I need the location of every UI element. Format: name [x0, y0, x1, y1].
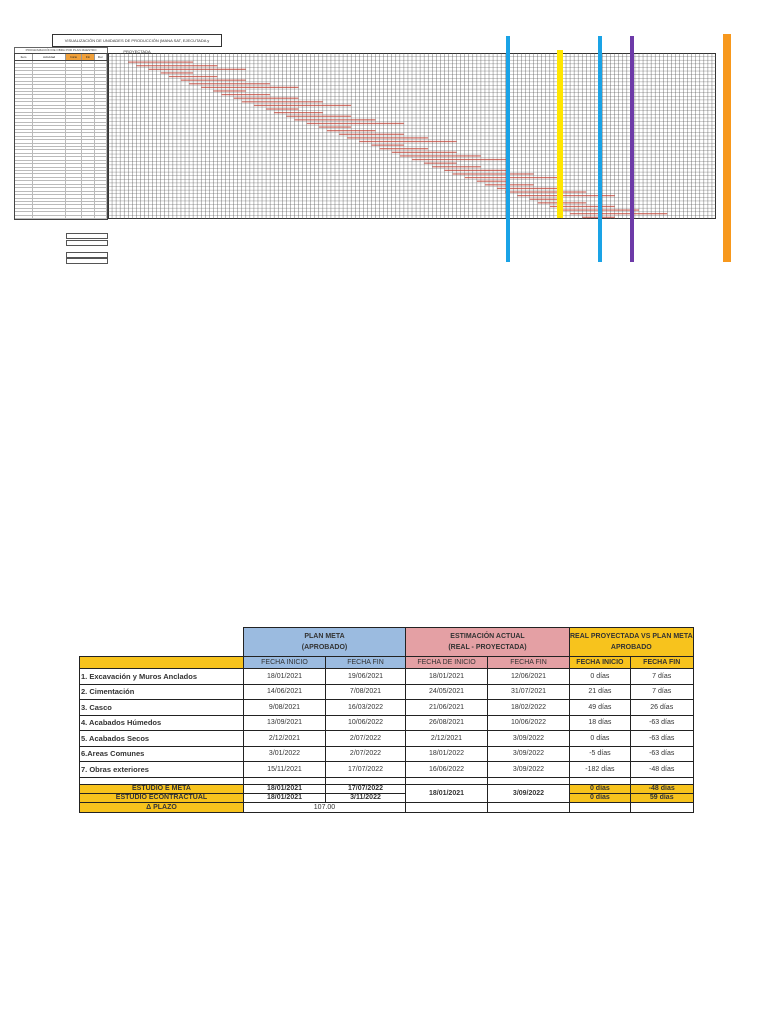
phase-plan-end: 7/08/2021: [326, 684, 406, 700]
phase-label: 3. Casco: [80, 700, 244, 716]
phase-diff-start: 21 días: [570, 684, 631, 700]
gantt-activity-bar: [234, 98, 299, 99]
milestone-line-3: [630, 36, 634, 262]
gantt-activity-bar: [213, 90, 245, 91]
summary-diff-end: 59 días: [630, 793, 693, 802]
phase-plan-end: 10/06/2022: [326, 715, 406, 731]
gantt-activity-bar: [477, 181, 509, 182]
gantt-activity-bar: [274, 112, 323, 113]
phase-real-start: 26/08/2021: [406, 715, 488, 731]
plan-meta-header: PLAN META (APROBADO): [244, 628, 406, 657]
milestone-line-1: [506, 36, 510, 262]
gantt-activity-header: [15, 54, 107, 61]
gantt-activity-bar: [432, 166, 481, 167]
phase-label: 2. Cimentación: [80, 684, 244, 700]
summary-end: 17/07/2022: [326, 784, 406, 793]
phase-plan-start: 2/12/2021: [244, 731, 326, 747]
phase-plan-end: 19/06/2021: [326, 669, 406, 685]
legend-box-2: [66, 240, 108, 246]
gantt-activity-bar: [359, 141, 456, 142]
gantt-activity-bar: [465, 177, 562, 178]
gantt-activity-bar: [392, 152, 457, 153]
table-subheader-row: [80, 657, 694, 669]
gantt-activity-list: [14, 53, 108, 220]
phase-label: 4. Acabados Húmedos: [80, 715, 244, 731]
phase-diff-end: 26 días: [630, 700, 693, 716]
phase-row: [80, 700, 694, 716]
summary-start: 18/01/2021: [244, 793, 326, 802]
gantt-activity-bar: [181, 80, 246, 81]
phase-row: [80, 669, 694, 685]
gantt-activity-bar: [189, 83, 270, 84]
legend-box-1: [66, 233, 108, 239]
gantt-activity-bar: [453, 173, 534, 174]
summary-label: ESTUDIO E META: [80, 784, 244, 793]
gantt-activity-bar: [201, 87, 298, 88]
phase-plan-start: 3/01/2022: [244, 746, 326, 762]
schedule-comparison-table: [79, 627, 694, 813]
phase-label: 1. Excavación y Muros Anclados: [80, 669, 244, 685]
real-summary-end: 3/09/2022: [488, 784, 570, 802]
phase-row: [80, 731, 694, 747]
summary-label: ESTUDIO ECONTRACTUAL: [80, 793, 244, 802]
gantt-activity-bar: [400, 155, 481, 156]
gantt-activity-bar: [319, 126, 351, 127]
gantt-subtitle: PROGRAMACIÓN DE OBRA POR PLAN MAESTRO: [14, 47, 108, 54]
subheader-real-end: FECHA FIN: [488, 657, 570, 669]
gantt-activity-bar: [128, 61, 193, 62]
gantt-activity-bar: [242, 101, 323, 102]
phase-row: [80, 746, 694, 762]
phase-label: 7. Obras exteriores: [80, 762, 244, 778]
gantt-header-item: Item: [15, 54, 33, 60]
gantt-activity-row: [15, 216, 107, 219]
summary-row-meta: [80, 784, 694, 793]
milestone-line-2: [598, 36, 602, 262]
gantt-activity-bar: [136, 65, 217, 66]
plazo-value: 107.00: [244, 802, 406, 812]
summary-end: 3/11/2022: [326, 793, 406, 802]
phase-diff-start: 0 días: [570, 669, 631, 685]
gantt-activity-bar: [339, 134, 404, 135]
gantt-activity-bar: [412, 159, 509, 160]
phase-label: 6.Areas Comunes: [80, 746, 244, 762]
plazo-row: [80, 802, 694, 812]
real-summary-start: 18/01/2021: [406, 784, 488, 802]
gantt-grid: [108, 53, 716, 219]
table-header-row: [80, 628, 694, 657]
phase-row: [80, 762, 694, 778]
phase-real-start: 21/06/2021: [406, 700, 488, 716]
phase-plan-end: 2/07/2022: [326, 746, 406, 762]
summary-row-contractual: [80, 793, 694, 802]
phase-diff-end: 7 días: [630, 684, 693, 700]
phase-real-start: 16/06/2022: [406, 762, 488, 778]
subheader-real-start: FECHA DE INICIO: [406, 657, 488, 669]
current-period-highlight: [557, 50, 563, 218]
subheader-diff-start: FECHA INICIO: [570, 657, 631, 669]
phase-real-start: 18/01/2022: [406, 746, 488, 762]
phase-diff-start: 18 días: [570, 715, 631, 731]
phase-real-end: 3/09/2022: [488, 762, 570, 778]
phase-real-end: 31/07/2021: [488, 684, 570, 700]
phase-plan-start: 9/08/2021: [244, 700, 326, 716]
gantt-activity-bar: [570, 213, 667, 214]
phase-diff-start: 49 días: [570, 700, 631, 716]
phase-real-end: 3/09/2022: [488, 746, 570, 762]
gantt-header-activity: Actividad: [33, 54, 66, 60]
phase-diff-end: -63 días: [630, 731, 693, 747]
phase-diff-end: -48 días: [630, 762, 693, 778]
gantt-activity-bar: [169, 76, 218, 77]
phase-diff-start: 0 días: [570, 731, 631, 747]
gantt-header-duration: Dur: [95, 54, 107, 60]
gantt-activity-bar: [294, 119, 375, 120]
phase-diff-start: -5 días: [570, 746, 631, 762]
phase-plan-start: 14/06/2021: [244, 684, 326, 700]
gantt-activity-bar: [424, 163, 456, 164]
phase-plan-end: 2/07/2022: [326, 731, 406, 747]
gantt-header-end: Fin: [82, 54, 94, 60]
gantt-activity-bar: [307, 123, 404, 124]
legend-box-4: [66, 258, 108, 264]
summary-diff-start: 0 días: [570, 784, 631, 793]
deadline-bar: [723, 34, 731, 262]
phase-real-end: 3/09/2022: [488, 731, 570, 747]
comparison-header: REAL PROYECTADA VS PLAN META APROBADO: [570, 628, 694, 657]
phase-real-end: 10/06/2022: [488, 715, 570, 731]
phase-real-start: 2/12/2021: [406, 731, 488, 747]
phase-real-start: 24/05/2021: [406, 684, 488, 700]
gantt-activity-bar: [380, 148, 429, 149]
phase-diff-end: -63 días: [630, 715, 693, 731]
gantt-activity-bar: [347, 137, 428, 138]
summary-diff-start: 0 días: [570, 793, 631, 802]
phase-diff-start: -182 días: [570, 762, 631, 778]
gantt-activity-bar: [505, 191, 586, 192]
phase-plan-start: 18/01/2021: [244, 669, 326, 685]
phase-real-start: 18/01/2021: [406, 669, 488, 685]
gantt-activity-bar: [327, 130, 376, 131]
phase-real-end: 12/06/2021: [488, 669, 570, 685]
gantt-title: VISUALIZACIÓN DE UNIDADES DE PRODUCCIÓN (MANA SAT, EJECUTADA y PROYECTADA: [52, 34, 222, 47]
subheader-diff-end: FECHA FIN: [630, 657, 693, 669]
phase-plan-end: 17/07/2022: [326, 762, 406, 778]
subheader-plan-end: FECHA FIN: [326, 657, 406, 669]
phase-diff-end: 7 días: [630, 669, 693, 685]
gantt-activity-bar: [444, 170, 509, 171]
phase-diff-end: -63 días: [630, 746, 693, 762]
subheader-plan-start: FECHA INICIO: [244, 657, 326, 669]
phase-plan-start: 13/09/2021: [244, 715, 326, 731]
table-spacer-row: [80, 777, 694, 784]
gantt-activity-bar: [286, 116, 351, 117]
summary-diff-end: -48 días: [630, 784, 693, 793]
phase-row: [80, 715, 694, 731]
gantt-activity-bar: [161, 72, 193, 73]
phase-plan-start: 15/11/2021: [244, 762, 326, 778]
gantt-header-start: Inicio: [66, 54, 82, 60]
phase-label: 5. Acabados Secos: [80, 731, 244, 747]
estimacion-actual-header: ESTIMACIÓN ACTUAL (REAL - PROYECTADA): [406, 628, 570, 657]
phase-row: [80, 684, 694, 700]
plazo-label: Δ PLAZO: [80, 802, 244, 812]
gantt-activity-bar: [254, 105, 351, 106]
summary-start: 18/01/2021: [244, 784, 326, 793]
gantt-activity-bar: [371, 144, 403, 145]
gantt-activity-bar: [221, 94, 270, 95]
phase-real-end: 18/02/2022: [488, 700, 570, 716]
gantt-activity-bar: [149, 69, 246, 70]
phase-plan-end: 16/03/2022: [326, 700, 406, 716]
gantt-activity-bar: [266, 108, 298, 109]
